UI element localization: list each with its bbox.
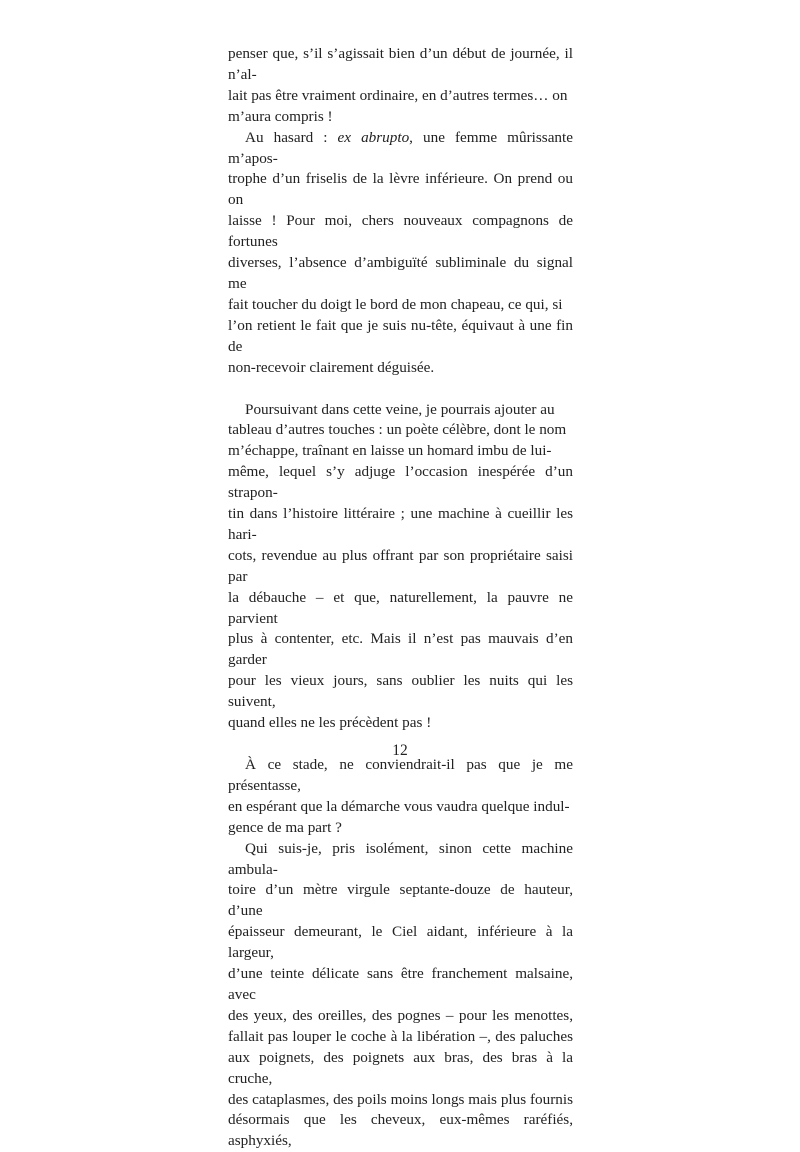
text-line: des cataplasmes, des poils moins longs mais plus fournis <box>228 1090 573 1108</box>
text-line: l’on retient le fait que je suis nu-tête, équivaut à une fin de <box>228 316 573 355</box>
text-line: plus à contenter, etc. Mais il n’est pas mauvais d’en garder <box>228 630 573 669</box>
page-number: 12 <box>392 742 408 759</box>
text-line: cots, revendue au plus offrant par son propriétaire saisi par <box>228 546 573 585</box>
text-line: m’échappe, traînant en laisse un homard imbu de lui- <box>228 442 552 460</box>
text-line: , une femme mûrissante m’apos- <box>228 128 573 167</box>
text-line: penser que, s’il s’agissait bien d’un début de journée, il n’al- <box>228 45 573 83</box>
text-line: À ce stade, ne conviendrait-il pas que je me présentasse, <box>228 756 573 794</box>
text-line: m’aura compris ! <box>228 107 333 125</box>
text-line: épaisseur demeurant, le Ciel aidant, inférieure à la largeur, <box>228 923 573 962</box>
text-line: tableau d’autres touches : un poète célèbre, dont le nom <box>228 421 567 439</box>
text-line: même, lequel s’y adjuge l’occasion inespérée d’un strapon- <box>228 463 573 502</box>
text-line: pour les vieux jours, sans oublier les nuits qui les suivent, <box>228 672 573 711</box>
text-line: diverses, l’absence d’ambiguïté subliminale du signal me <box>228 254 573 292</box>
text-line: toire d’un mètre virgule septante-douze de hauteur, d’une <box>228 881 573 920</box>
text-line: aux poignets, des poignets aux bras, des bras à la cruche, <box>228 1048 573 1087</box>
text-line: gence de ma part ? <box>228 818 342 836</box>
paragraph <box>228 128 573 379</box>
text-line: d’une teinte délicate sans être franchement malsaine, avec <box>228 965 573 1003</box>
text-line: la débauche – et que, naturellement, la pauvre ne parvient <box>228 588 573 627</box>
text-line: trophe d’un friselis de la lèvre inférieure. On prend ou on <box>228 170 573 209</box>
text-line: non-recevoir clairement déguisée. <box>228 358 435 376</box>
text-line: fallait pas louper le coche à la libération –, des paluches <box>228 1027 573 1045</box>
text-line: en espérant que la démarche vous vaudra quelque indul- <box>228 797 570 815</box>
paragraph <box>228 44 573 128</box>
text-line: lait pas être vraiment ordinaire, en d’autres termes… on <box>228 86 568 104</box>
text-line: Poursuivant dans cette veine, je pourrais ajouter au <box>245 400 555 418</box>
text-lead: Au hasard : <box>245 128 338 146</box>
text-line: tin dans l’histoire littéraire ; une machine à cueillir les hari- <box>228 505 573 543</box>
text-line: fait toucher du doigt le bord de mon chapeau, ce qui, si <box>228 295 563 313</box>
text-line: désormais que les cheveux, eux-mêmes raréfiés, asphyxiés, <box>228 1111 573 1150</box>
text-line: des yeux, des oreilles, des pognes – pour les menottes, <box>228 1006 573 1024</box>
paragraph <box>228 400 573 735</box>
text-line: laisse ! Pour moi, chers nouveaux compagnons de fortunes <box>228 212 573 251</box>
text-line: quand elles ne les précèdent pas ! <box>228 714 432 732</box>
italic-phrase: ex abrupto <box>337 128 410 146</box>
text-line: Qui suis-je, pris isolément, sinon cette machine ambula- <box>228 839 573 878</box>
body-text <box>228 44 573 1152</box>
paragraph <box>228 755 573 839</box>
paragraph <box>228 839 573 1152</box>
